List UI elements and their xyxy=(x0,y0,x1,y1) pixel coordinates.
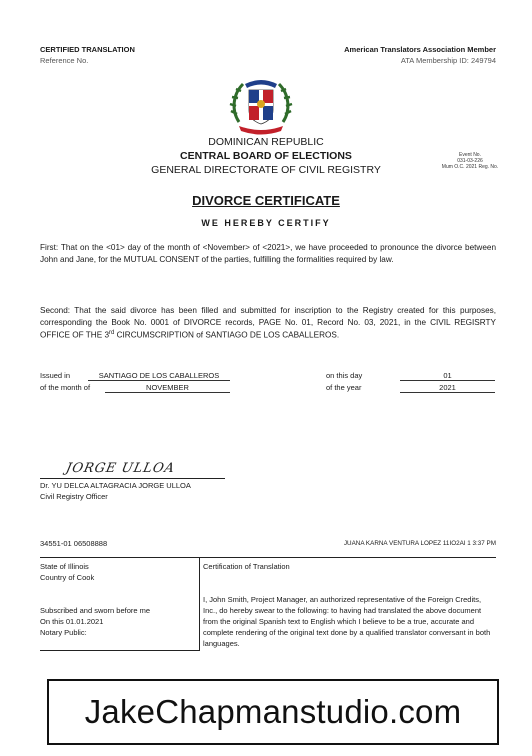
officer-signature: JORGE ULLOA xyxy=(64,461,177,476)
registry-number: Mum O.C. 2021 Reg. No. xyxy=(441,164,499,170)
paragraph-second-main: Second: That the said divorce has been filled and submitted for inscription to the Registry created for this purposes, corresponding the Book No. 0001 of DIVORCE records, PAGE No. 01, Record No. 03, 2021, in the CIVIL REGISRTY OFFICE OF THE 3 xyxy=(40,306,496,340)
officer-role: Civil Registry Officer xyxy=(40,492,108,501)
event-label: Event No. xyxy=(459,152,481,158)
event-number: 031-03-226 xyxy=(457,158,483,164)
paragraph-first: First: That on the <01> day of the month of <November> of <2021>, we have proceeded to pronounce the divorce between John and Jane, for the MUTUAL CONSENT of the parties, fulfilling the formalities required by law. xyxy=(40,243,496,264)
issued-in-value: SANTIAGO DE LOS CABALLEROS xyxy=(88,371,230,381)
paragraph-second xyxy=(40,305,496,341)
notary-county: Country of Cook xyxy=(40,573,95,582)
registry-stamp-text: JUANA KARNA VENTURA LOPEZ 11IO2AI 1 3:37 PM xyxy=(343,540,496,547)
officer-name: Dr. YU DELCA ALTAGRACIA JORGE ULLOA xyxy=(40,481,191,490)
paragraph-second-end: CIRCUMSCRIPTION of SANTIAGO DE LOS CABALLEROS. xyxy=(114,330,340,340)
notary-sworn-line2: On this 01.01.2021 xyxy=(40,617,104,626)
year-label: of the year xyxy=(326,383,362,392)
month-label: of the month of xyxy=(40,383,91,392)
notary-divider xyxy=(199,557,200,650)
year-value: 2021 xyxy=(400,383,495,393)
issued-in-label: Issued in xyxy=(40,371,71,380)
header-right-title: American Translators Association Member xyxy=(344,45,496,54)
day-value: 01 xyxy=(400,371,495,381)
ordinal-suffix: rd xyxy=(109,330,115,336)
notary-sworn-line1: Subscribed and sworn before me xyxy=(40,606,151,615)
footer-watermark-text: JakeChapmanstudio.com xyxy=(84,693,462,730)
directorate-name: GENERAL DIRECTORATE OF CIVIL REGISTRY xyxy=(151,164,381,176)
notary-bottom-line xyxy=(40,650,200,651)
document-title: DIVORCE CERTIFICATE xyxy=(192,193,340,208)
coat-of-arms-icon xyxy=(225,74,297,136)
document-subtitle: WE HEREBY CERTIFY xyxy=(201,218,331,228)
signature-line xyxy=(40,478,225,479)
notary-top-line xyxy=(40,557,496,558)
certification-title: Certification of Translation xyxy=(203,562,290,571)
document-number: 34551-01 06508888 xyxy=(40,539,108,548)
month-value: NOVEMBER xyxy=(105,383,230,393)
footer-watermark-box xyxy=(47,679,499,745)
notary-state: State of Illinois xyxy=(40,562,89,571)
day-label: on this day xyxy=(326,371,363,380)
country-name: DOMINICAN REPUBLIC xyxy=(208,136,324,148)
certification-text: I, John Smith, Project Manager, an authorized representative of the Foreign Credits, Inc., do hereby swear to the following: to having had translated the above document from the original Spanish text to English which I believe to be a true, accurate and complete rendering of the original text done by a qualified translator conversant in both languages. xyxy=(203,595,491,648)
notary-public-label: Notary Public: xyxy=(40,628,87,637)
reference-number-label: Reference No. xyxy=(40,56,89,65)
header-left-title: CERTIFIED TRANSLATION xyxy=(40,45,135,54)
event-number-block xyxy=(440,152,500,170)
board-name: CENTRAL BOARD OF ELECTIONS xyxy=(180,150,352,162)
ata-membership-id: ATA Membership ID: 249794 xyxy=(400,56,496,65)
